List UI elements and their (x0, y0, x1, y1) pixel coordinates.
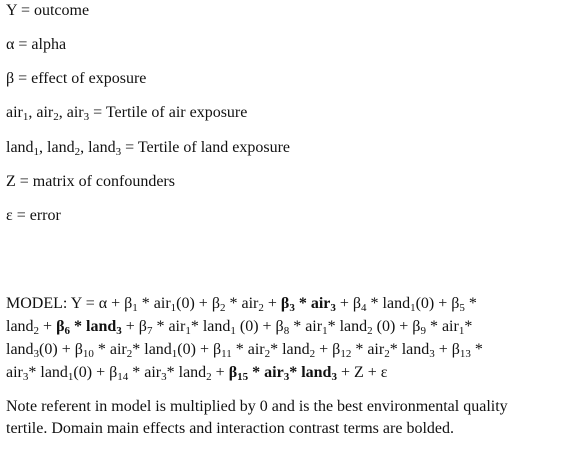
model-note: Note referent in model is multiplied by 0 and is the best environmental quality tertile. Domain main effects and interaction contrast terms are bolded. (6, 398, 508, 437)
definition-error: ε = error (6, 207, 61, 224)
definition-beta: β = effect of exposure (6, 70, 147, 87)
definition-air-tertiles: air$_1$, air$_2$, air$_3$ = Tertile of air exposure (6, 104, 248, 123)
definition-land-tertiles: land$_1$, land$_2$, land$_3$ = Tertile of land exposure (6, 139, 291, 158)
model-equation: MODEL: $Y = \alpha + \beta_1 * air_1(0) + \beta_2 * air_2 + \beta_3 * air_3 + \beta_4$ * land$_1$(0) + $\beta_5$ * land$_2$ + $\beta_6$ * land$_3$ + $\beta_7 * air_1*$ land$_1$ $(0) + \beta_8 * air_1*$ land$_2$ $(0) + \beta_9 * air_1*$ land$_3$(0) + $\beta_{10} * air_2*$ land$_1$(0) + $\beta_{11} * air_2*$ land$_2$ + $\beta_{12} * air_2*$ land$_3$ + $\beta_{13}$ * air$_3$* land$_1$(0) + $\beta_{14} * air_3*$ land$_2$ + $\beta_{15} * air_3*$ land$_3$ + Z + ε (6, 295, 483, 383)
definition-outcome: Y = outcome (6, 2, 90, 19)
definition-confounders: Z = matrix of confounders (6, 173, 175, 190)
definition-alpha: α = alpha (6, 36, 67, 53)
